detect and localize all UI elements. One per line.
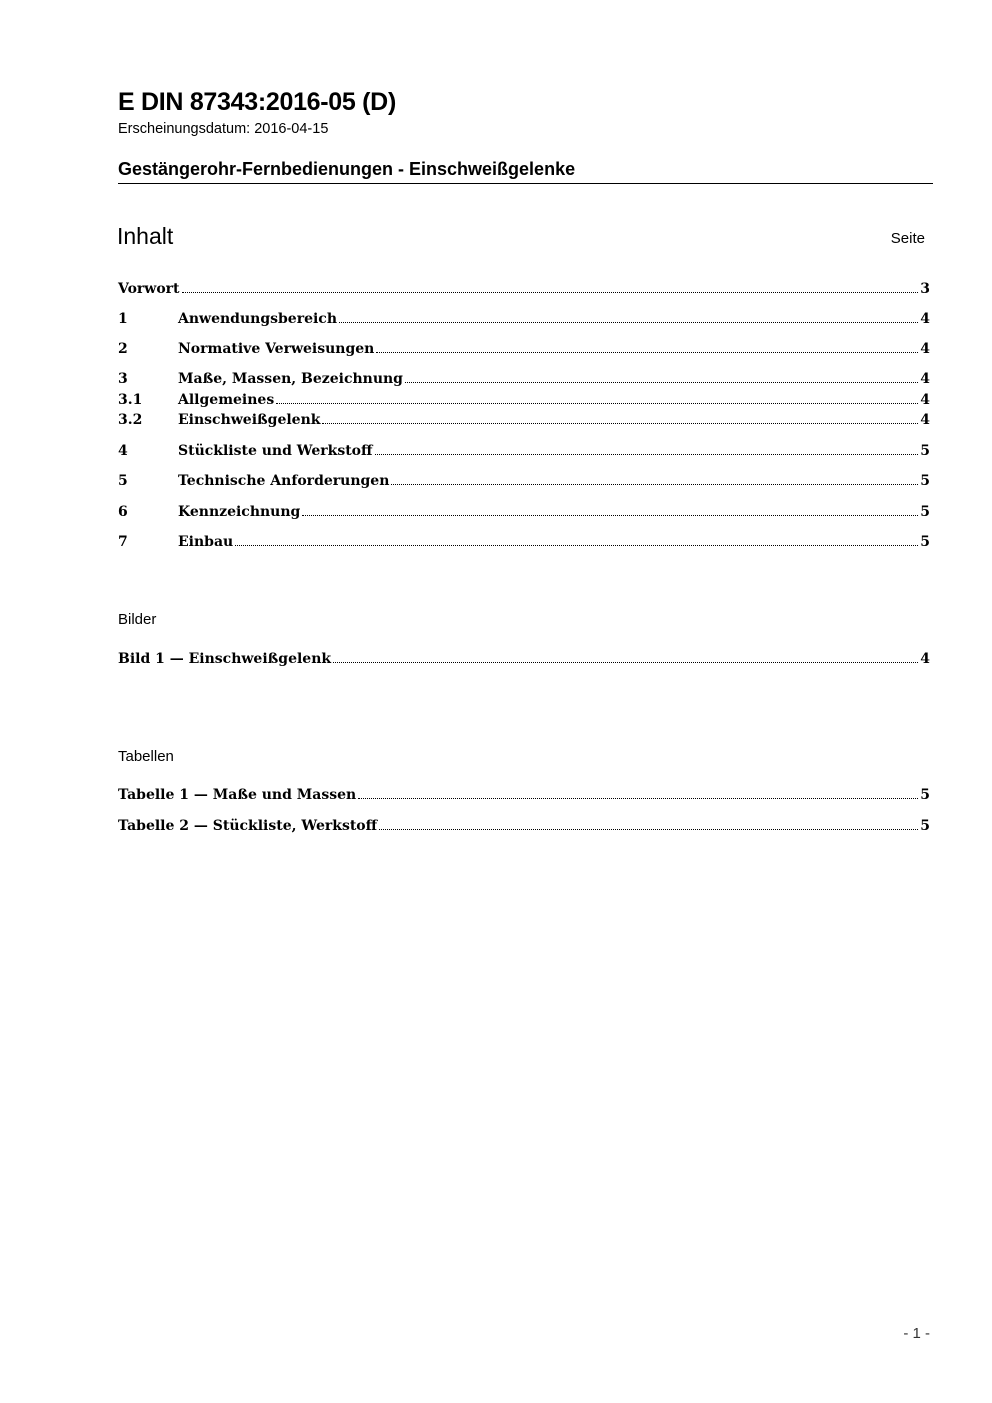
toc-entry-number: 3.1 [118, 392, 143, 408]
toc-entry-page: 3 [920, 281, 930, 297]
header-divider [118, 183, 933, 184]
toc-entry-text: Normative Verweisungen [178, 341, 375, 357]
toc-entry-page: 4 [920, 311, 930, 327]
toc-entry-text: Einbau [178, 534, 234, 550]
toc-entry-page: 4 [920, 371, 930, 387]
toc-entry-normative-verweisungen[interactable] [118, 341, 930, 357]
toc-entry-number: 7 [118, 534, 128, 550]
toc-entry-page: 4 [920, 341, 930, 357]
publication-date: Erscheinungsdatum: 2016-04-15 [118, 121, 329, 137]
toc-entry-number: 5 [118, 473, 128, 489]
table-entry-text: Tabelle 2 — Stückliste, Werkstoff [118, 818, 378, 834]
toc-entry-number: 6 [118, 504, 128, 520]
toc-leader-dots [405, 381, 918, 383]
toc-leader-dots [379, 828, 918, 830]
toc-leader-dots [339, 321, 918, 323]
toc-entry-text: Stückliste und Werkstoff [178, 443, 373, 459]
toc-entry-masse-massen-bezeichnung[interactable] [118, 371, 930, 387]
toc-entry-number: 4 [118, 443, 128, 459]
toc-entry-vorwort[interactable] [118, 281, 930, 297]
toc-entry-page: 4 [920, 412, 930, 428]
table-entry-page: 5 [920, 818, 930, 834]
toc-entry-kennzeichnung[interactable] [118, 504, 930, 520]
page-number: - 1 - [903, 1325, 930, 1342]
toc-entry-text: Technische Anforderungen [178, 473, 390, 489]
table-entry-tabelle-2[interactable] [118, 818, 930, 834]
toc-entry-einschweissgelenk[interactable] [118, 412, 930, 428]
toc-entry-text: Kennzeichnung [178, 504, 301, 520]
toc-entry-page: 5 [920, 443, 930, 459]
toc-entry-page: 5 [920, 504, 930, 520]
toc-entry-text: Allgemeines [178, 392, 275, 408]
toc-leader-dots [376, 351, 918, 353]
figure-entry-text: Bild 1 — Einschweißgelenk [118, 651, 332, 667]
toc-entry-text: Anwendungsbereich [178, 311, 337, 327]
toc-leader-dots [322, 422, 918, 424]
tables-heading: Tabellen [118, 748, 174, 765]
toc-heading: Inhalt [117, 223, 174, 249]
toc-leader-dots [391, 483, 918, 485]
toc-entry-text: Maße, Massen, Bezeichnung [178, 371, 403, 387]
figure-entry-page: 4 [920, 651, 930, 667]
figures-heading: Bilder [118, 611, 157, 628]
table-entry-tabelle-1[interactable] [118, 787, 930, 803]
toc-entry-stueckliste-werkstoff[interactable] [118, 443, 930, 459]
figure-entry-bild-1[interactable] [118, 651, 930, 667]
toc-leader-dots [358, 797, 918, 799]
toc-leader-dots [276, 402, 918, 404]
document-title: E DIN 87343:2016-05 (D) [118, 88, 396, 116]
toc-leader-dots [302, 514, 918, 516]
toc-entry-page: 5 [920, 473, 930, 489]
toc-entry-number: 1 [118, 311, 128, 327]
table-entry-page: 5 [920, 787, 930, 803]
toc-entry-text: Einschweißgelenk [178, 412, 321, 428]
toc-entry-number: 2 [118, 341, 128, 357]
toc-leader-dots [333, 661, 918, 663]
toc-entry-technische-anforderungen[interactable] [118, 473, 930, 489]
toc-entry-text: Vorwort [118, 281, 180, 297]
toc-entry-page: 5 [920, 534, 930, 550]
toc-entry-number: 3.2 [118, 412, 143, 428]
toc-entry-anwendungsbereich[interactable] [118, 311, 930, 327]
toc-leader-dots [182, 291, 919, 293]
page-column-label: Seite [890, 230, 925, 247]
toc-entry-number: 3 [118, 371, 128, 387]
toc-entry-einbau[interactable] [118, 534, 930, 550]
toc-entry-page: 4 [920, 392, 930, 408]
document-subject: Gestängerohr-Fernbedienungen - Einschweißgelenke [118, 159, 576, 179]
table-entry-text: Tabelle 1 — Maße und Massen [118, 787, 357, 803]
toc-leader-dots [235, 544, 918, 546]
toc-leader-dots [375, 453, 919, 455]
toc-entry-allgemeines[interactable] [118, 392, 930, 408]
